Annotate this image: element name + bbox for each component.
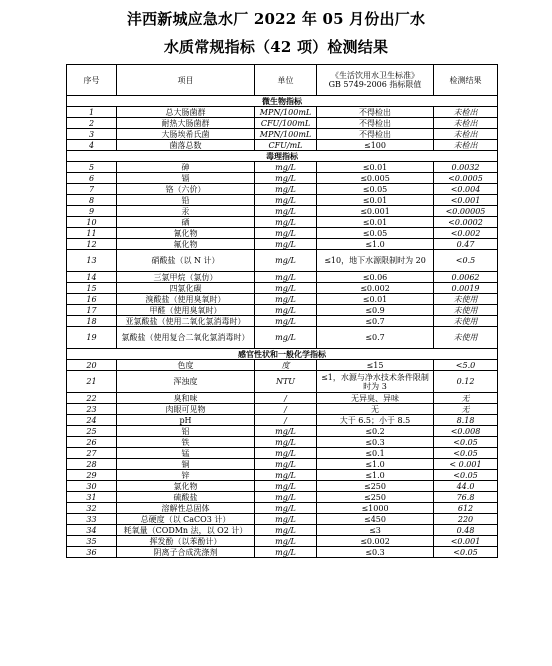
cell-item: 耗氧量（CODMn 法，以 O2 计）	[117, 525, 255, 536]
cell-no: 33	[67, 514, 117, 525]
report-title-line2: 水质常规指标（42 项）检测结果	[163, 38, 389, 56]
cell-no: 30	[67, 481, 117, 492]
cell-unit: mg/L	[255, 272, 317, 283]
cell-item: 臭和味	[117, 393, 255, 404]
cell-no: 4	[67, 140, 117, 151]
cell-result: <0.5	[434, 250, 498, 272]
cell-result: 0.47	[434, 239, 498, 250]
table-row	[67, 459, 498, 470]
cell-unit: /	[255, 404, 317, 415]
cell-limit: 不得检出	[317, 107, 434, 118]
table-row	[67, 470, 498, 481]
table-row	[67, 305, 498, 316]
cell-item: 挥发酚（以苯酚计）	[117, 536, 255, 547]
cell-result: <0.05	[434, 547, 498, 558]
cell-no: 31	[67, 492, 117, 503]
cell-no: 15	[67, 283, 117, 294]
cell-limit: ≤0.01	[317, 294, 434, 305]
cell-unit: mg/L	[255, 294, 317, 305]
cell-item: 色度	[117, 360, 255, 371]
cell-item: 氯酸盐（使用复合二氧化氯消毒时）	[117, 327, 255, 349]
cell-result: <0.05	[434, 437, 498, 448]
table-row	[67, 228, 498, 239]
cell-unit: mg/L	[255, 503, 317, 514]
header-unit: 单位	[255, 65, 317, 96]
table-row	[67, 206, 498, 217]
cell-no: 14	[67, 272, 117, 283]
cell-result: 612	[434, 503, 498, 514]
cell-unit: mg/L	[255, 437, 317, 448]
cell-unit: mg/L	[255, 470, 317, 481]
cell-item: 镉	[117, 173, 255, 184]
cell-item: 铅	[117, 195, 255, 206]
cell-no: 7	[67, 184, 117, 195]
cell-no: 20	[67, 360, 117, 371]
cell-result: <0.001	[434, 536, 498, 547]
table-row	[67, 415, 498, 426]
cell-unit: mg/L	[255, 426, 317, 437]
table-row	[67, 437, 498, 448]
cell-limit: ≤450	[317, 514, 434, 525]
section-title: 微生物指标	[67, 96, 498, 107]
cell-limit: 无异臭、异味	[317, 393, 434, 404]
cell-no: 16	[67, 294, 117, 305]
cell-unit: mg/L	[255, 195, 317, 206]
cell-no: 22	[67, 393, 117, 404]
table-row	[67, 184, 498, 195]
cell-result: <0.0002	[434, 217, 498, 228]
cell-limit: ≤1.0	[317, 470, 434, 481]
table-row	[67, 239, 498, 250]
cell-item: 大肠埃希氏菌	[117, 129, 255, 140]
cell-no: 34	[67, 525, 117, 536]
cell-no: 3	[67, 129, 117, 140]
section-header-row	[67, 151, 498, 162]
table-row	[67, 162, 498, 173]
cell-no: 27	[67, 448, 117, 459]
cell-limit: ≤250	[317, 481, 434, 492]
table-row	[67, 294, 498, 305]
cell-item: 硒	[117, 217, 255, 228]
cell-limit: 不得检出	[317, 129, 434, 140]
cell-result: 未检出	[434, 118, 498, 129]
cell-unit: mg/L	[255, 492, 317, 503]
cell-result: 无	[434, 404, 498, 415]
cell-item: 锌	[117, 470, 255, 481]
cell-result: 0.12	[434, 371, 498, 393]
cell-unit: mg/L	[255, 184, 317, 195]
cell-unit: mg/L	[255, 327, 317, 349]
cell-unit: MPN/100mL	[255, 129, 317, 140]
cell-item: pH	[117, 415, 255, 426]
cell-result: 未使用	[434, 294, 498, 305]
cell-item: 耐热大肠菌群	[117, 118, 255, 129]
table-row	[67, 536, 498, 547]
cell-limit: ≤0.01	[317, 162, 434, 173]
cell-result: 220	[434, 514, 498, 525]
table-row	[67, 129, 498, 140]
table-row	[67, 525, 498, 536]
section-title: 毒理指标	[67, 151, 498, 162]
cell-no: 26	[67, 437, 117, 448]
cell-limit: ≤0.005	[317, 173, 434, 184]
cell-no: 12	[67, 239, 117, 250]
table-row	[67, 327, 498, 349]
cell-result: 0.0062	[434, 272, 498, 283]
cell-unit: NTU	[255, 371, 317, 393]
cell-item: 肉眼可见物	[117, 404, 255, 415]
water-quality-table	[66, 64, 498, 558]
table-row	[67, 481, 498, 492]
cell-limit: 不得检出	[317, 118, 434, 129]
cell-result: <0.00005	[434, 206, 498, 217]
cell-item: 四氯化碳	[117, 283, 255, 294]
cell-limit: ≤0.2	[317, 426, 434, 437]
cell-no: 11	[67, 228, 117, 239]
header-limit	[317, 65, 434, 96]
cell-limit: ≤1.0	[317, 239, 434, 250]
cell-item: 硫酸盐	[117, 492, 255, 503]
cell-item: 硝酸盐（以 N 计）	[117, 250, 255, 272]
section-header-row	[67, 349, 498, 360]
cell-no: 9	[67, 206, 117, 217]
cell-item: 亚氯酸盐（使用二氧化氯消毒时）	[117, 316, 255, 327]
cell-item: 三氯甲烷（氯仿）	[117, 272, 255, 283]
table-row	[67, 426, 498, 437]
table-row	[67, 448, 498, 459]
cell-item: 氟化物	[117, 239, 255, 250]
header-no: 序号	[67, 65, 117, 96]
cell-unit: mg/L	[255, 536, 317, 547]
cell-limit: ≤10，地下水源限制时为 20	[317, 250, 434, 272]
cell-no: 23	[67, 404, 117, 415]
cell-limit: ≤15	[317, 360, 434, 371]
cell-limit: ≤0.1	[317, 448, 434, 459]
cell-no: 32	[67, 503, 117, 514]
table-row	[67, 492, 498, 503]
cell-limit: ≤0.9	[317, 305, 434, 316]
cell-item: 铝	[117, 426, 255, 437]
cell-result: 未检出	[434, 107, 498, 118]
table-row	[67, 107, 498, 118]
cell-result: <0.002	[434, 228, 498, 239]
cell-unit: mg/L	[255, 239, 317, 250]
cell-limit: ≤1，水源与净水技术条件限制时为 3	[317, 371, 434, 393]
cell-limit: 无	[317, 404, 434, 415]
header-limit-line2: GB 5749-2006 指标限值	[328, 80, 422, 89]
cell-result: 未使用	[434, 305, 498, 316]
cell-result: 未检出	[434, 140, 498, 151]
cell-unit: /	[255, 393, 317, 404]
cell-result: 44.0	[434, 481, 498, 492]
cell-unit: mg/L	[255, 316, 317, 327]
cell-item: 铬（六价）	[117, 184, 255, 195]
cell-result: <5.0	[434, 360, 498, 371]
cell-item: 汞	[117, 206, 255, 217]
cell-unit: mg/L	[255, 206, 317, 217]
cell-limit: ≤0.06	[317, 272, 434, 283]
cell-item: 氰化物	[117, 228, 255, 239]
cell-item: 铁	[117, 437, 255, 448]
cell-result: 未使用	[434, 316, 498, 327]
header-limit-line1: 《生活饮用水卫生标准》	[331, 71, 419, 80]
cell-limit: ≤250	[317, 492, 434, 503]
cell-limit: ≤0.002	[317, 283, 434, 294]
cell-unit: mg/L	[255, 217, 317, 228]
table-row	[67, 173, 498, 184]
cell-result: <0.008	[434, 426, 498, 437]
cell-limit: ≤0.7	[317, 316, 434, 327]
cell-unit: mg/L	[255, 514, 317, 525]
table-row	[67, 371, 498, 393]
cell-unit: CFU/100mL	[255, 118, 317, 129]
cell-result: <0.05	[434, 470, 498, 481]
cell-unit: mg/L	[255, 162, 317, 173]
cell-unit: MPN/100mL	[255, 107, 317, 118]
cell-result: 未检出	[434, 129, 498, 140]
cell-result: 76.8	[434, 492, 498, 503]
cell-result: 0.48	[434, 525, 498, 536]
cell-no: 6	[67, 173, 117, 184]
cell-result: <0.0005	[434, 173, 498, 184]
cell-no: 18	[67, 316, 117, 327]
cell-item: 总硬度（以 CaCO3 计）	[117, 514, 255, 525]
cell-no: 13	[67, 250, 117, 272]
header-item: 项目	[117, 65, 255, 96]
cell-item: 砷	[117, 162, 255, 173]
cell-result: <0.001	[434, 195, 498, 206]
cell-unit: mg/L	[255, 228, 317, 239]
cell-result: <0.004	[434, 184, 498, 195]
cell-item: 溴酸盐（使用臭氧时）	[117, 294, 255, 305]
table-row	[67, 393, 498, 404]
table-row	[67, 514, 498, 525]
cell-no: 25	[67, 426, 117, 437]
table-row	[67, 272, 498, 283]
cell-limit: ≤0.01	[317, 217, 434, 228]
cell-item: 浑浊度	[117, 371, 255, 393]
table-row	[67, 195, 498, 206]
cell-limit: 大于 6.5；小于 8.5	[317, 415, 434, 426]
cell-limit: ≤0.002	[317, 536, 434, 547]
table-row	[67, 217, 498, 228]
cell-no: 2	[67, 118, 117, 129]
cell-item: 锰	[117, 448, 255, 459]
cell-unit: mg/L	[255, 459, 317, 470]
cell-item: 总大肠菌群	[117, 107, 255, 118]
cell-limit: ≤0.01	[317, 195, 434, 206]
cell-no: 10	[67, 217, 117, 228]
table-row	[67, 283, 498, 294]
cell-no: 1	[67, 107, 117, 118]
table-row	[67, 360, 498, 371]
section-title: 感官性状和一般化学指标	[67, 349, 498, 360]
cell-limit: ≤1.0	[317, 459, 434, 470]
section-header-row	[67, 96, 498, 107]
table-row	[67, 118, 498, 129]
cell-limit: ≤0.3	[317, 437, 434, 448]
cell-result: < 0.001	[434, 459, 498, 470]
table-header-row	[67, 65, 498, 96]
cell-no: 36	[67, 547, 117, 558]
table-row	[67, 140, 498, 151]
cell-limit: ≤0.7	[317, 327, 434, 349]
cell-unit: mg/L	[255, 547, 317, 558]
cell-unit: mg/L	[255, 250, 317, 272]
cell-limit: ≤3	[317, 525, 434, 536]
table-row	[67, 316, 498, 327]
table-row	[67, 250, 498, 272]
table-body	[67, 96, 498, 558]
cell-no: 35	[67, 536, 117, 547]
cell-unit: CFU/mL	[255, 140, 317, 151]
cell-item: 氯化物	[117, 481, 255, 492]
table-row	[67, 404, 498, 415]
cell-result: 8.18	[434, 415, 498, 426]
cell-no: 17	[67, 305, 117, 316]
cell-unit: mg/L	[255, 305, 317, 316]
cell-no: 28	[67, 459, 117, 470]
cell-limit: ≤0.05	[317, 184, 434, 195]
cell-unit: mg/L	[255, 481, 317, 492]
cell-result: 无	[434, 393, 498, 404]
cell-result: 0.0019	[434, 283, 498, 294]
header-result: 检测结果	[434, 65, 498, 96]
cell-unit: mg/L	[255, 173, 317, 184]
cell-no: 8	[67, 195, 117, 206]
cell-limit: ≤0.001	[317, 206, 434, 217]
cell-item: 阴离子合成洗涤剂	[117, 547, 255, 558]
cell-no: 5	[67, 162, 117, 173]
cell-limit: ≤1000	[317, 503, 434, 514]
cell-item: 甲醛（使用臭氧时）	[117, 305, 255, 316]
cell-limit: ≤0.3	[317, 547, 434, 558]
cell-no: 24	[67, 415, 117, 426]
table-row	[67, 503, 498, 514]
cell-limit: ≤0.05	[317, 228, 434, 239]
cell-item: 铜	[117, 459, 255, 470]
cell-item: 溶解性总固体	[117, 503, 255, 514]
cell-result: 0.0032	[434, 162, 498, 173]
table-row	[67, 547, 498, 558]
cell-unit: 度	[255, 360, 317, 371]
cell-no: 21	[67, 371, 117, 393]
cell-limit: ≤100	[317, 140, 434, 151]
cell-item: 菌落总数	[117, 140, 255, 151]
cell-result: 未使用	[434, 327, 498, 349]
cell-unit: mg/L	[255, 448, 317, 459]
cell-unit: mg/L	[255, 525, 317, 536]
cell-no: 19	[67, 327, 117, 349]
cell-no: 29	[67, 470, 117, 481]
cell-unit: mg/L	[255, 283, 317, 294]
cell-result: <0.05	[434, 448, 498, 459]
cell-unit: /	[255, 415, 317, 426]
report-title-line1: 沣西新城应急水厂 2022 年 05 月份出厂水	[126, 10, 426, 28]
